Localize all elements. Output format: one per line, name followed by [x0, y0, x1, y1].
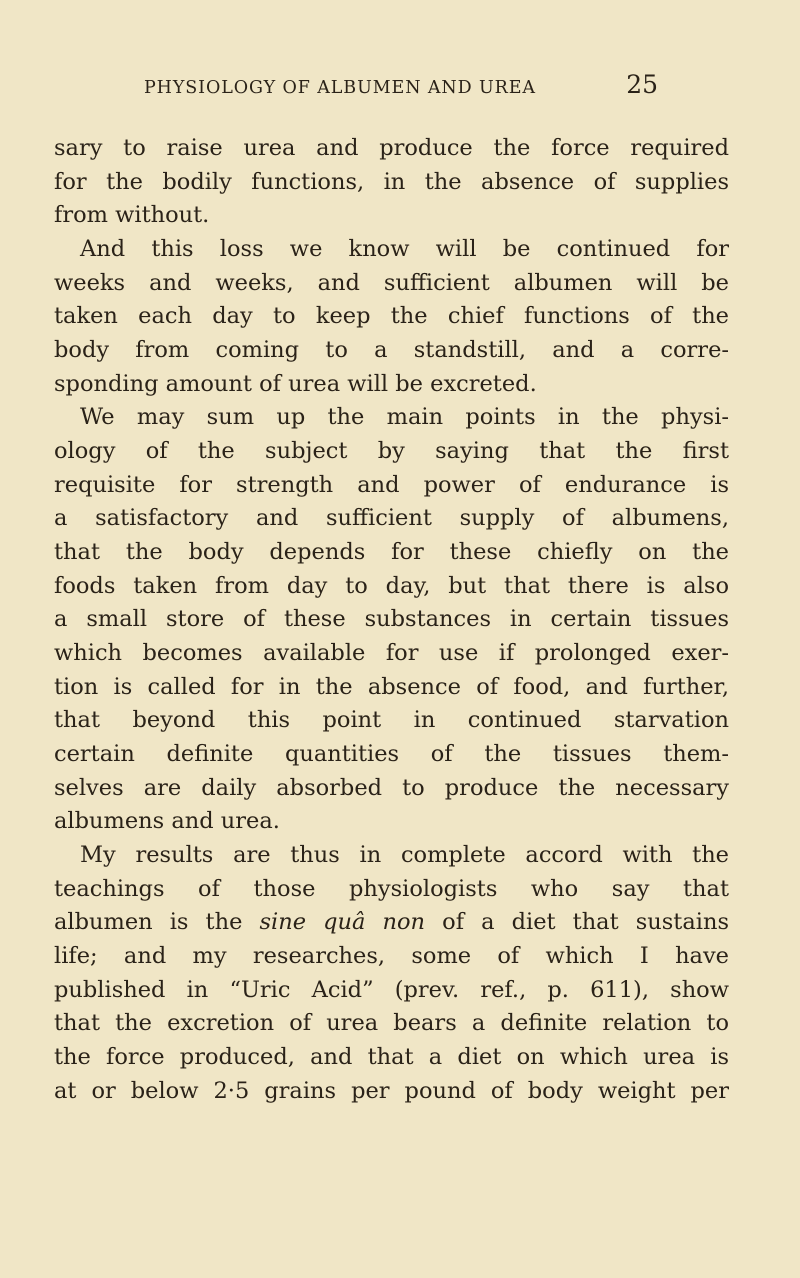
italic-phrase: sine quâ non — [259, 909, 426, 935]
text-line: life; and my researches, some of which I have — [54, 943, 729, 969]
text-line: the force produced, and that a diet on which urea is — [54, 1044, 729, 1070]
text-line: a satisfactory and sufficient supply of albumens, — [54, 505, 729, 531]
page-number: 25 — [626, 70, 658, 99]
text-line: that the excretion of urea bears a definite relation to — [54, 1010, 729, 1036]
text-line: certain definite quantities of the tissues them- — [54, 741, 729, 767]
text-line: that beyond this point in continued starvation — [54, 707, 729, 733]
text-line: sary to raise urea and produce the force required — [54, 135, 729, 161]
text-line: published in “Uric Acid” (prev. ref., p. 611), show — [54, 977, 729, 1003]
text-line: My results are thus in complete accord with the — [80, 842, 729, 868]
text-line: foods taken from day to day, but that there is also — [54, 573, 729, 599]
text-line: which becomes available for use if prolonged exer- — [54, 640, 729, 666]
text-line: teachings of those physiologists who say that — [54, 876, 729, 902]
text-line — [54, 907, 729, 937]
running-title: PHYSIOLOGY OF ALBUMEN AND UREA — [144, 78, 536, 98]
text-line: selves are daily absorbed to produce the necessary — [54, 775, 729, 801]
text-segment: albumen is the — [54, 909, 243, 935]
text-line: tion is called for in the absence of food, and further, — [54, 674, 729, 700]
text-segment: of a diet that sustains — [442, 909, 729, 935]
text-line: that the body depends for these chiefly on the — [54, 539, 729, 565]
text-line: weeks and weeks, and sufficient albumen will be — [54, 270, 729, 296]
text-line: body from coming to a standstill, and a corre- — [54, 337, 729, 363]
text-line: We may sum up the main points in the physi- — [80, 404, 729, 430]
text-line: taken each day to keep the chief functions of the — [54, 303, 729, 329]
text-line: at or below 2·5 grains per pound of body weight per — [54, 1078, 729, 1104]
text-line: albumens and urea. — [54, 808, 280, 834]
text-line: ology of the subject by saying that the first — [54, 438, 729, 464]
text-line: And this loss we know will be continued for — [80, 236, 729, 262]
text-line: sponding amount of urea will be excreted. — [54, 371, 537, 397]
running-head — [144, 70, 658, 110]
text-line: from without. — [54, 202, 210, 228]
text-line: a small store of these substances in certain tissues — [54, 606, 729, 632]
text-line: for the bodily functions, in the absence of supplies — [54, 169, 729, 195]
text-line: requisite for strength and power of endurance is — [54, 472, 729, 498]
